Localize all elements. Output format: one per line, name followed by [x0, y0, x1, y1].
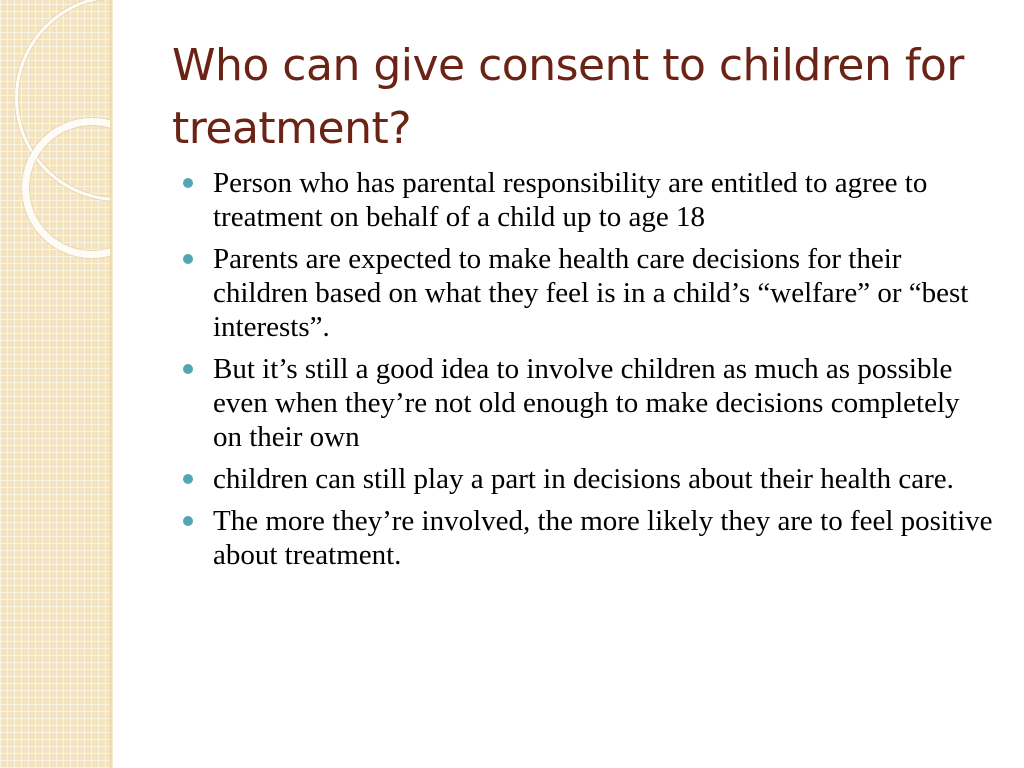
bullet-item: [183, 352, 993, 454]
bullet-text: Parents are expected to make health care decisions for their children based on what they feel is in a child’s “welfare” or “best interests”.: [213, 243, 969, 343]
bullet-item: [183, 462, 993, 496]
side-band-edge: [110, 0, 113, 768]
bullet-text: The more they’re involved, the more likely they are to feel positive about treatment.: [213, 505, 993, 571]
bullet-marker-icon: [183, 364, 193, 374]
decorative-side-band: [0, 0, 113, 768]
bullet-marker-icon: [183, 516, 193, 526]
bullet-item: [183, 504, 993, 572]
bullet-marker-icon: [183, 474, 193, 484]
bullet-item: [183, 166, 993, 234]
bullet-text: Person who has parental responsibility are entitled to agree to treatment on behalf of a child up to age 18: [213, 167, 928, 233]
bullet-list: [183, 166, 993, 580]
bullet-item: [183, 242, 993, 344]
slide-title: Who can give consent to children for treatment?: [172, 40, 964, 154]
bullet-text: children can still play a part in decisions about their health care.: [213, 463, 954, 495]
bullet-text: But it’s still a good idea to involve children as much as possible even when they’re not old enough to make decisions completely on their own: [213, 353, 960, 453]
bullet-marker-icon: [183, 178, 193, 188]
bullet-marker-icon: [183, 254, 193, 264]
